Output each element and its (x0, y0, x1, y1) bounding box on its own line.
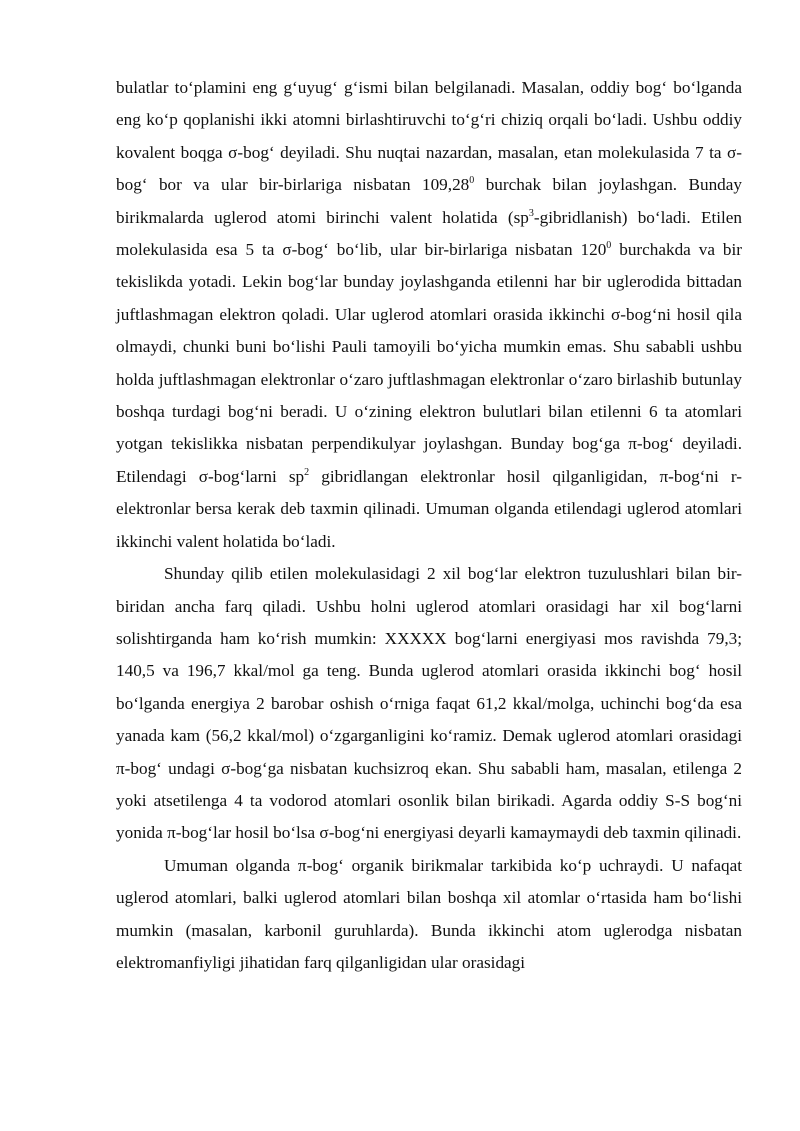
degree-superscript: 0 (606, 240, 612, 252)
text-segment: gibridlangan elektronlar hosil qilganligidan, π-bog‘ni r-elektronlar bersa kerak deb taxmin qilinadi. Umuman olganda etilendagi uglerod atomlari ikkinchi valent holatida bo‘ladi. (116, 466, 742, 551)
hybridization-superscript: 3 (528, 207, 534, 219)
paragraph-bond-energies (116, 558, 742, 850)
document-page (116, 72, 742, 979)
paragraph-sigma-pi-bonds (116, 72, 742, 558)
text-segment: burchakda va bir tekislikda yotadi. Lekin bog‘lar bunday joylashganda etilenni har bir uglerodida bittadan juftlashmagan elektron qoladi. Ular uglerod atomlari orasida ikkinchi σ-bog‘ni hosil qila olmaydi, chunki buni bo‘lishi Pauli tamoyili bo‘yicha mumkin emas. Shu sababli ushbu holda juftlashmagan elektronlar o‘zaro juftlashmagan elektronlar o‘zaro birlashib butunlay boshqa turdagi bog‘ni beradi. U o‘zining elektron bulutlari bilan etilenni 6 ta atomlari yotgan tekislikka nisbatan perpendikulyar joylashgan. Bunday bog‘ga π-bog‘ deyiladi. Etilendagi σ-bog‘larni sp (116, 240, 742, 486)
paragraph-pi-bond-occurrence (116, 850, 742, 980)
text-segment: Umuman olganda π-bog‘ organik birikmalar tarkibida ko‘p uchraydi. U nafaqat uglerod atomlari, balki uglerod atomlari bilan boshqa xil atomlar o‘rtasida ham bo‘lishi mumkin (masalan, karbonil guruhlarda). Bunda ikkinchi atom uglerodga nisbatan elektromanfiyligi jihatidan farq qilganligidan ular orasidagi (116, 855, 742, 972)
text-segment: Shunday qilib etilen molekulasidagi 2 xil bog‘lar elektron tuzulushlari bilan bir-biridan ancha farq qiladi. Ushbu holni uglerod atomlari orasidagi har xil bog‘larni solishtirganda ham ko‘rish mumkin: XXXXX bog‘larni energiyasi mos ravishda 79,3; 140,5 va 196,7 kkal/mol ga teng. Bunda uglerod atomlari orasida ikkinchi bog‘ hosil bo‘lganda energiya 2 barobar oshish o‘rniga faqat 61,2 kkal/molga, uchinchi bog‘da esa yanada kam (56,2 kkal/mol) o‘zgarganligini ko‘ramiz. Demak uglerod atomlari orasidagi π-bog‘ undagi σ-bog‘ga nisbatan kuchsizroq ekan. Shu sababli ham, masalan, etilenga 2 yoki atsetilenga 4 ta vodorod atomlari osonlik bilan birikadi. Agarda oddiy S-S bog‘ni yonida π-bog‘lar hosil bo‘lsa σ-bog‘ni energiyasi deyarli kamaymaydi deb taxmin qilinadi. (116, 564, 742, 843)
text-segment: bulatlar to‘plamini eng g‘uyug‘ g‘ismi bilan belgilanadi. Masalan, oddiy bog‘ bo‘lganda eng ko‘p qoplanishi ikki atomni birlashtiruvchi to‘g‘ri chiziq orqali bo‘ladi. Ushbu oddiy kovalent boqga σ-bog‘ deyiladi. Shu nuqtai nazardan, masalan, etan molekulasida 7 ta σ-bog‘ bor va ular bir-birlariga nisbatan 109,28 (116, 78, 742, 195)
text-segment: burchak bilan joylashgan. Bunday birikmalarda uglerod atomi birinchi valent holatida (sp (116, 175, 742, 227)
hybridization-superscript: 2 (304, 466, 310, 478)
degree-superscript: 0 (469, 175, 475, 187)
text-segment: -gibridlanish) bo‘ladi. Etilen molekulasida esa 5 ta σ-bog‘ bo‘lib, ular bir-birlariga nisbatan 120 (116, 207, 742, 260)
